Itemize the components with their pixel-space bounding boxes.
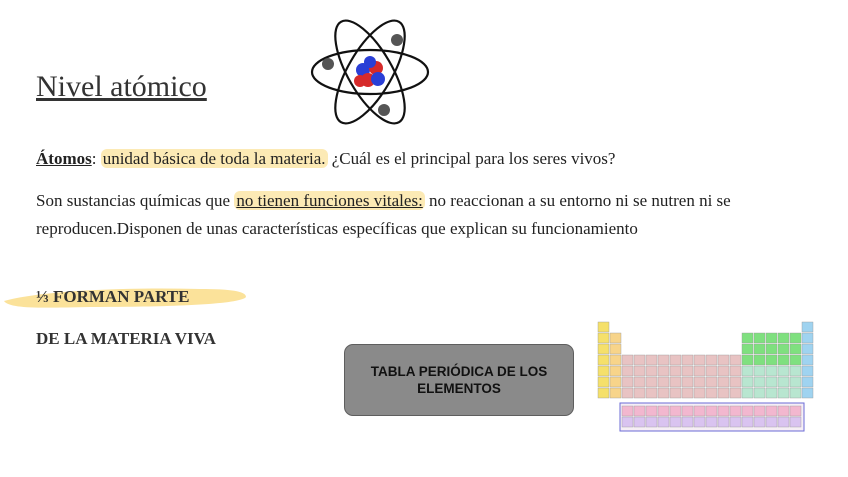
- paragraph-before: Son sustancias químicas que: [36, 191, 235, 210]
- atomos-question: ¿Cuál es el principal para los seres vivos?: [327, 149, 616, 168]
- fraction-line: ⅓ FORMAN PARTE: [36, 287, 190, 306]
- atom-icon: [308, 8, 432, 136]
- page-title: Nivel atómico: [36, 70, 207, 103]
- materia-line: DE LA MATERIA VIVA: [36, 329, 216, 348]
- atomos-definition: [36, 145, 615, 173]
- atomos-term: Átomos: [36, 149, 92, 168]
- periodic-table-button[interactable]: [344, 344, 574, 416]
- atomos-highlight: unidad básica de toda la materia.: [102, 149, 326, 168]
- paragraph-highlight: no tienen funciones vitales:: [236, 191, 423, 210]
- periodic-table-image: [596, 318, 828, 440]
- periodic-table-button-label: TABLA PERIÓDICA DE LOS ELEMENTOS: [370, 364, 548, 396]
- atomos-colon: :: [91, 149, 101, 168]
- paragraph-after: no reaccionan a su entorno ni se nutren ni se reproducen.Disponen de unas características específicas que explican su funcionamiento: [36, 191, 731, 238]
- description-paragraph: [36, 187, 816, 243]
